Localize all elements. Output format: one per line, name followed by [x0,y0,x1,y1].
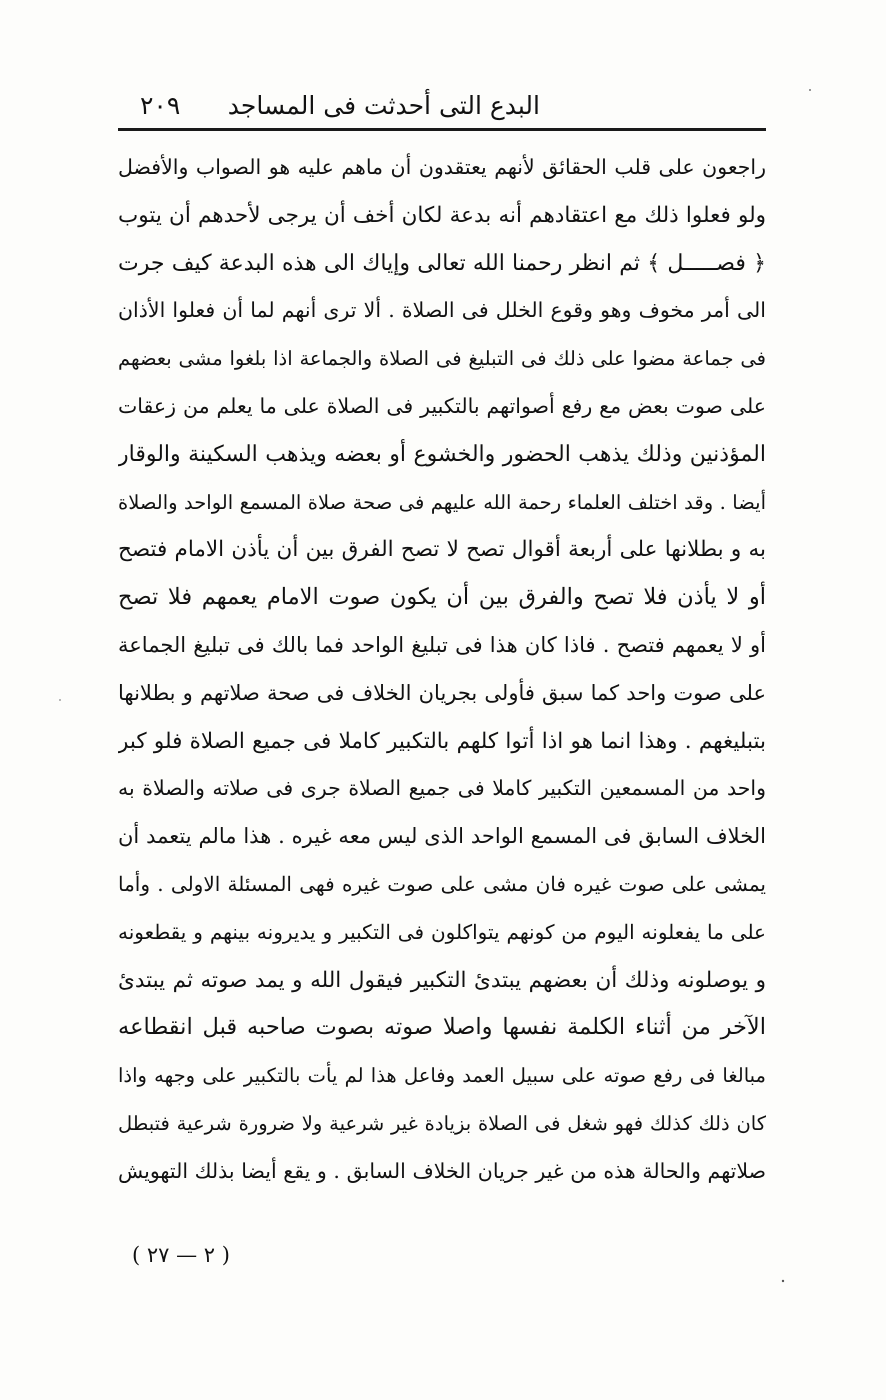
text-line: على صوت بعض مع رفع أصواتهم بالتكبير فى الصلاة على ما يعلم من زعقات [118,393,766,418]
text-line: الخلاف السابق فى المسمع الواحد الذى ليس معه غيره . هذا مالم يتعمد أن [118,824,766,849]
text-line: واحد من المسمعين التكبير كاملا فى جميع الصلاة جرى فى صلاته والصلاة به [118,776,766,801]
text-line: المؤذنين وذلك يذهب الحضور والخشوع أو بعضه ويذهب السكينة والوقار [118,441,766,467]
text-line: مبالغا فى رفع صوته على سبيل العمد وفاعل هذا لم يأت بالتكبير على وجهه واذا [118,1064,766,1088]
text-line: على صوت واحد كما سبق فأولى بجريان الخلاف فى صحة صلاتهم و بطلانها [118,680,766,705]
text-line: بتبليغهم . وهذا انما هو اذا أتوا كلهم بالتكبير كاملا فى جميع الصلاة فلو كبر [118,728,766,754]
page-number: ٢٠٩ [140,91,181,120]
text-line: و يوصلونه وذلك أن بعضهم يبتدئ التكبير فيقول الله و يمد صوته ثم يبتدئ [118,967,766,993]
header-rule [118,128,766,131]
signature-mark: ( ٢ — ٢٧ ) [132,1243,230,1267]
text-line: الآخر من أثناء الكلمة نفسها واصلا صوته بصوت صاحبه قبل انقطاعه [118,1014,766,1041]
section-heading-line: ﴿ فصـــــل ﴾ ثم انظر رحمنا الله تعالى وإياك الى هذه البدعة كيف جرت [118,250,766,276]
text-line: صلاتهم والحالة هذه من غير جريان الخلاف السابق . و يقع أيضا بذلك التهويش [118,1158,766,1183]
body-text [118,144,766,1196]
text-line: أيضا . وقد اختلف العلماء رحمة الله عليهم فى صحة صلاة المسمع الواحد والصلاة [118,490,766,514]
text-line: الى أمر مخوف وهو وقوع الخلل فى الصلاة . ألا ترى أنهم لما أن فعلوا الأذان [118,298,766,323]
text-line: فى جماعة مضوا على ذلك فى التبليغ فى الصلاة والجماعة اذا بلغوا مشى بعضهم [118,347,766,371]
text-line: أو لا يأذن فلا تصح والفرق بين أن يكون صوت الامام يعمهم فلا تصح [118,584,766,611]
text-line: ولو فعلوا ذلك مع اعتقادهم أنه بدعة لكان أخف أن يرجى لأحدهم أن يتوب [118,202,766,228]
text-line: على ما يفعلونه اليوم من كونهم يتواكلون فى التكبير و يديرونه بينهم و يقطعونه [118,919,766,944]
text-line: به و بطلانها على أربعة أقوال تصح لا تصح الفرق بين أن يأذن الامام فتصح [118,537,766,563]
running-header [120,88,760,128]
running-title: البدع التى أحدثت فى المساجد [227,91,540,120]
text-line: راجعون على قلب الحقائق لأنهم يعتقدون أن ماهم عليه هو الصواب والأفضل [118,155,766,179]
text-line: يمشى على صوت غيره فان مشى على صوت غيره فهى المسئلة الاولى . وأما [118,871,766,896]
text-line: أو لا يعمهم فتصح . فاذا كان هذا فى تبليغ الواحد فما بالك فى تبليغ الجماعة [118,632,766,657]
text-line: كان ذلك كذلك فهو شغل فى الصلاة بزيادة غير شرعية ولا ضرورة شرعية فتبطل [118,1111,766,1135]
